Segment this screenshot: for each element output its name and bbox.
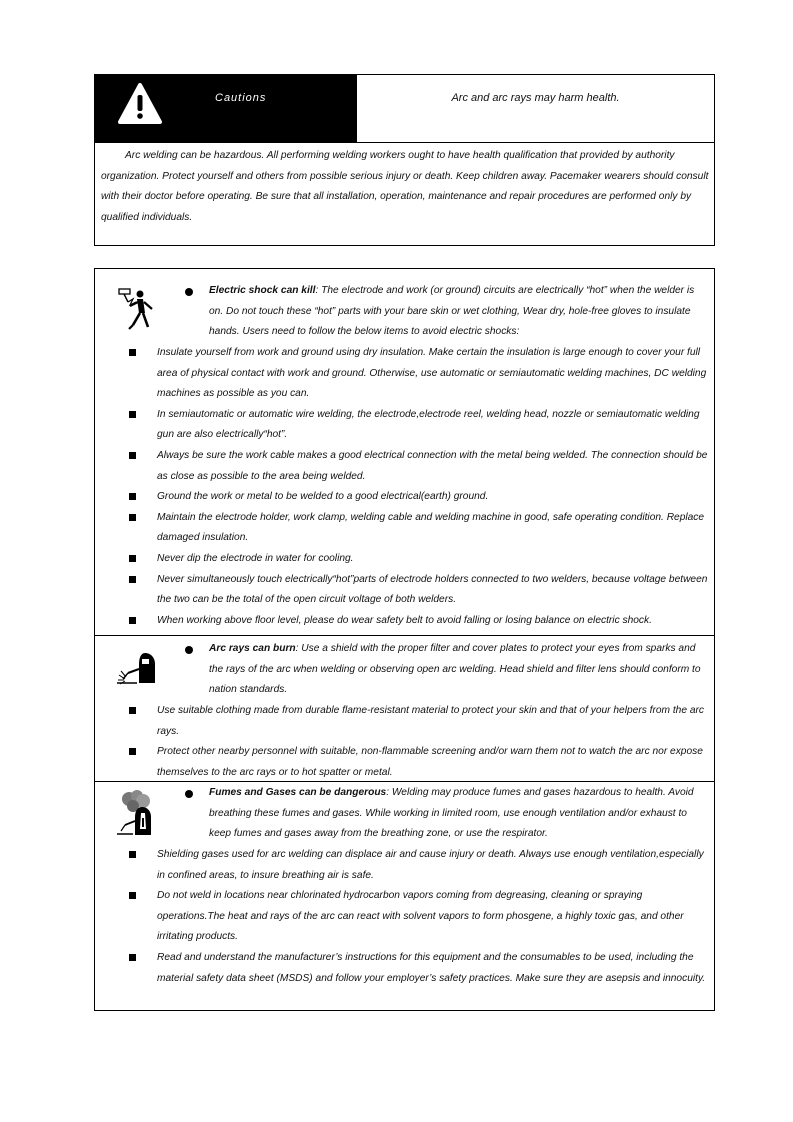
section-fumes-gases [95,782,714,1010]
arc-rays-intro-text: : Use a shield with the proper filter and cover plates to protect your eyes from sparks and the rays of the arc when welding or observing open arc welding. Head shield and filter lens should conform to nation standards. [209,643,701,696]
electric-shock-intro [209,281,709,343]
list-item [95,446,714,487]
list-item [95,886,714,948]
fumes-gases-intro [209,783,709,845]
list-item-text: When working above floor level, please do wear safety belt to avoid falling or losing balance on electric shock. [157,614,652,626]
bullet-dot [185,790,193,798]
bullet-square [129,576,136,583]
bullet-square [129,892,136,899]
fumes-gases-bullets [95,845,714,989]
bullet-square [129,349,136,356]
bullet-dot [185,646,193,654]
caution-paragraph [101,146,709,228]
warning-triangle-icon [117,82,163,126]
bullet-square [129,617,136,624]
list-item [95,405,714,446]
list-item-text: Ground the work or metal to be welded to a good electrical(earth) ground. [157,491,489,503]
fumes-gases-intro-text: : Welding may produce fumes and gases hazardous to health. Avoid breathing these fumes and gases. While working in limited room, use enough ventilation and/or exhaust to keep fumes and gases away from the breathing zone, or use the respirator. [209,787,694,840]
section-electric-shock [95,269,714,636]
caution-subtitle: Arc and arc rays may harm health. [451,92,620,104]
list-item [95,611,714,632]
list-item-text: Never dip the electrode in water for cooling. [157,552,354,564]
list-item [95,701,714,742]
bullet-square [129,707,136,714]
caution-title-panel [95,75,357,142]
arc-rays-welder-icon [115,649,159,685]
list-item-text: Read and understand the manufacturer’s instructions for this equipment and the consumables to be used, including the material safety data sheet (MSDS) and follow your employer’s safety practices. Make sure they are asepsis and innocuity. [157,951,706,984]
caution-title: Cautions [215,92,267,104]
list-item [95,570,714,611]
caution-box [94,74,715,246]
bullet-square [129,555,136,562]
bullet-dot [185,288,193,296]
arc-rays-intro [209,639,709,701]
bullet-square [129,452,136,459]
list-item-text: Never simultaneously touch electrically“hot”parts of electrode holders connected to two welders, because voltage between the two can be the total of the open circuit voltage of both welders. [157,573,708,606]
list-item-text: Maintain the electrode holder, work clamp, welding cable and welding machine in good, safe operating condition. Replace damaged insulation. [157,511,705,544]
bullet-square [129,851,136,858]
list-item [95,343,714,405]
electric-shock-bullets [95,343,714,631]
list-item [95,845,714,886]
arc-rays-bullets [95,701,714,783]
fumes-gases-heading: Fumes and Gases can be dangerous [209,787,387,798]
list-item-text: Use suitable clothing made from durable flame-resistant material to protect your skin and that of your helpers from the arc rays. [157,705,704,737]
list-item [95,487,714,508]
list-item-text: Do not weld in locations near chlorinated hydrocarbon vapors coming from degreasing, cleaning or spraying operations.The heat and rays of the arc can react with solvent vapors to form phosgene, a highly toxic gas, and other irritating products. [157,890,684,943]
list-item [95,948,714,989]
list-item-text: Insulate yourself from work and ground using dry insulation. Make certain the insulation is large enough to cover your full area of physical contact with work and ground. Otherwise, use automatic or semiautomatic welding machines, DC welding machines as possible as you can. [157,347,707,400]
section-arc-rays [95,636,714,782]
caution-paragraph-text: Arc welding can be hazardous. All performing welding workers ought to have health qualification that provided by authority organization. Protect yourself and others from possible serious injury or death. Keep children away. Pacemaker wearers should consult with their doctor before operating. Be sure that all installation, operation, maintenance and repair procedures are performed only by qualified individuals. [101,150,709,223]
bullet-square [129,954,136,961]
bullet-square [129,748,136,755]
electric-shock-icon [115,285,161,335]
list-item [95,508,714,549]
list-item [95,549,714,570]
list-item-text: Always be sure the work cable makes a good electrical connection with the metal being welded. The connection should be as close as possible to the area being welded. [157,449,708,482]
hazards-box [94,268,715,1011]
bullet-square [129,493,136,500]
list-item [95,742,714,783]
bullet-square [129,411,136,418]
arc-rays-heading: Arc rays can burn [209,643,296,654]
fumes-gases-icon [115,789,159,837]
electric-shock-heading: Electric shock can kill [209,285,316,296]
caution-header [95,75,714,143]
list-item-text: In semiautomatic or automatic wire welding, the electrode,electrode reel, welding head, nozzle or semiautomatic welding gun are also electrically“hot”. [157,408,700,441]
list-item-text: Shielding gases used for arc welding can displace air and cause injury or death. Always use enough ventilation,especially in confined areas, to insure breathing air is safe. [157,849,704,881]
bullet-square [129,514,136,521]
electric-shock-intro-text: : The electrode and work (or ground) circuits are electrically “hot” when the welder is on. Do not touch these “hot” parts with your bare skin or wet clothing, Wear dry, hole-free gloves to insulate hands. Users need to follow the below items to avoid electric shocks: [209,285,695,338]
list-item-text: Protect other nearby personnel with suitable, non-flammable screening and/or warn them not to watch the arc nor expose themselves to the arc rays or to hot spatter or metal. [157,746,703,778]
